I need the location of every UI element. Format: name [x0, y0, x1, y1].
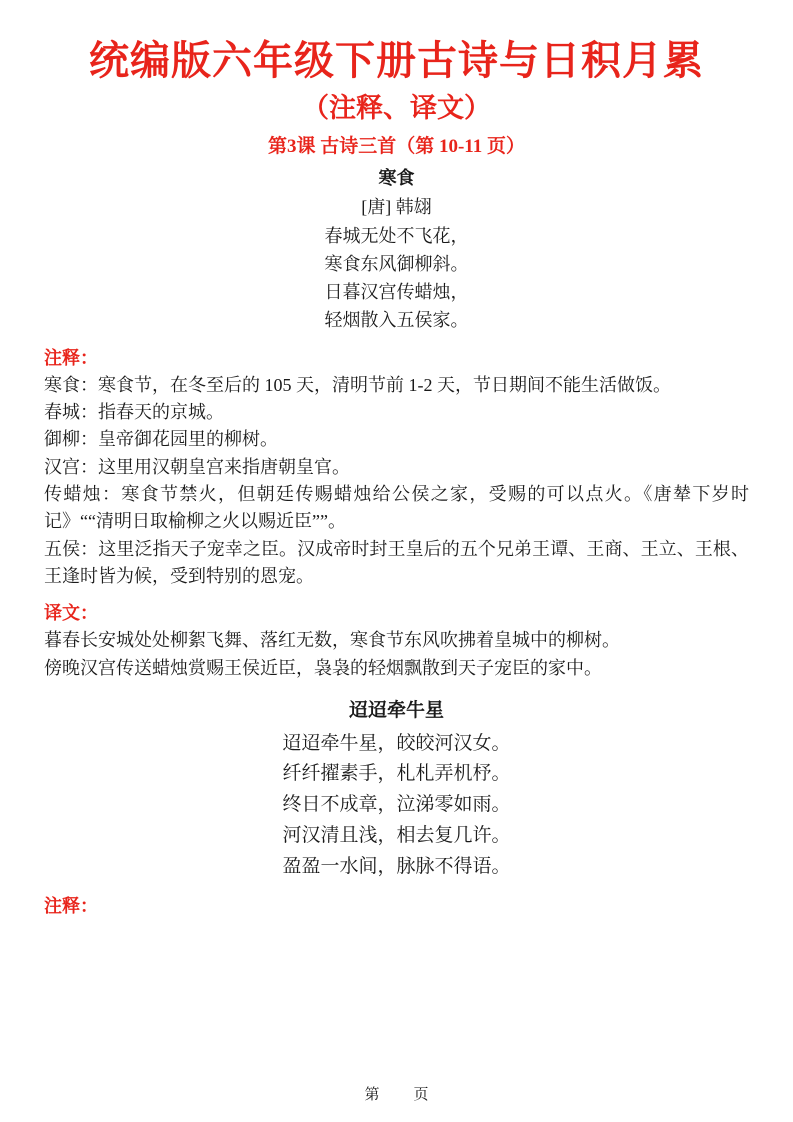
note-item: 御柳：皇帝御花园里的柳树。 [44, 429, 278, 450]
note-item: 传蜡烛：寒食节禁火，但朝廷传赐蜡烛给公侯之家，受赐的可以点火。《唐辇下岁时记》““清明日取榆柳之火以赐近臣””。 [44, 483, 749, 532]
page-subtitle: （注释、译文） [302, 93, 491, 123]
translation-item: 暮春长安城处处柳絮飞舞、落红无数，寒食节东风吹拂着皇城中的柳树。 [44, 630, 620, 651]
notes-list-hanshi [44, 372, 749, 591]
poem-line: 寒食东风御柳斜。 [324, 253, 469, 274]
footer-prefix: 第 [364, 1087, 380, 1103]
note-item: 春城：指春天的京城。 [44, 401, 224, 422]
notes-label-hanshi: 注释： [44, 347, 98, 368]
poem-body-tiaotiao [44, 729, 749, 883]
poem-line: 盈盈一水间，脉脉不得语。 [282, 855, 511, 877]
poem-line: 河汉清且浅，相去复几许。 [282, 825, 511, 847]
poem-body-hanshi [44, 223, 749, 335]
note-item: 五侯：这里泛指天子宠幸之臣。汉成帝时封王皇后的五个兄弟王谭、王商、王立、王根、王逢时皆为候，受到特别的恩宠。 [44, 538, 749, 587]
poem-title-tiaotiao: 迢迢牵牛星 [348, 700, 444, 722]
notes-label-tiaotiao: 注释： [44, 895, 98, 916]
translation-label-hanshi: 译文： [44, 603, 98, 624]
poem-line: 日暮汉宫传蜡烛， [324, 281, 469, 302]
translation-list-hanshi [44, 627, 749, 682]
footer-suffix: 页 [413, 1087, 429, 1103]
poem-title-hanshi: 寒食 [378, 168, 415, 189]
poem-line: 轻烟散入五侯家。 [324, 309, 469, 330]
lesson-title: 第3课 古诗三首（第 10-11 页） [267, 136, 526, 158]
poem-line: 纤纤擢素手，札札弄机杼。 [282, 763, 511, 785]
translation-item: 傍晚汉宫传送蜡烛赏赐王侯近臣，袅袅的轻烟飘散到天子宠臣的家中。 [44, 657, 602, 678]
page-title: 统编版六年级下册古诗与日积月累 [89, 38, 704, 83]
poem-author-hanshi: [唐] 韩翃 [361, 196, 432, 217]
note-item: 寒食：寒食节，在冬至后的 105 天，清明节前 1-2 天，节日期间不能生活做饭。 [44, 374, 671, 395]
poem-line: 终日不成章，泣涕零如雨。 [282, 794, 511, 816]
page-footer [0, 1083, 793, 1104]
poem-line: 迢迢牵牛星，皎皎河汉女。 [282, 732, 511, 754]
poem-line: 春城无处不飞花， [324, 225, 469, 246]
note-item: 汉宫：这里用汉朝皇宫来指唐朝皇官。 [44, 456, 350, 477]
